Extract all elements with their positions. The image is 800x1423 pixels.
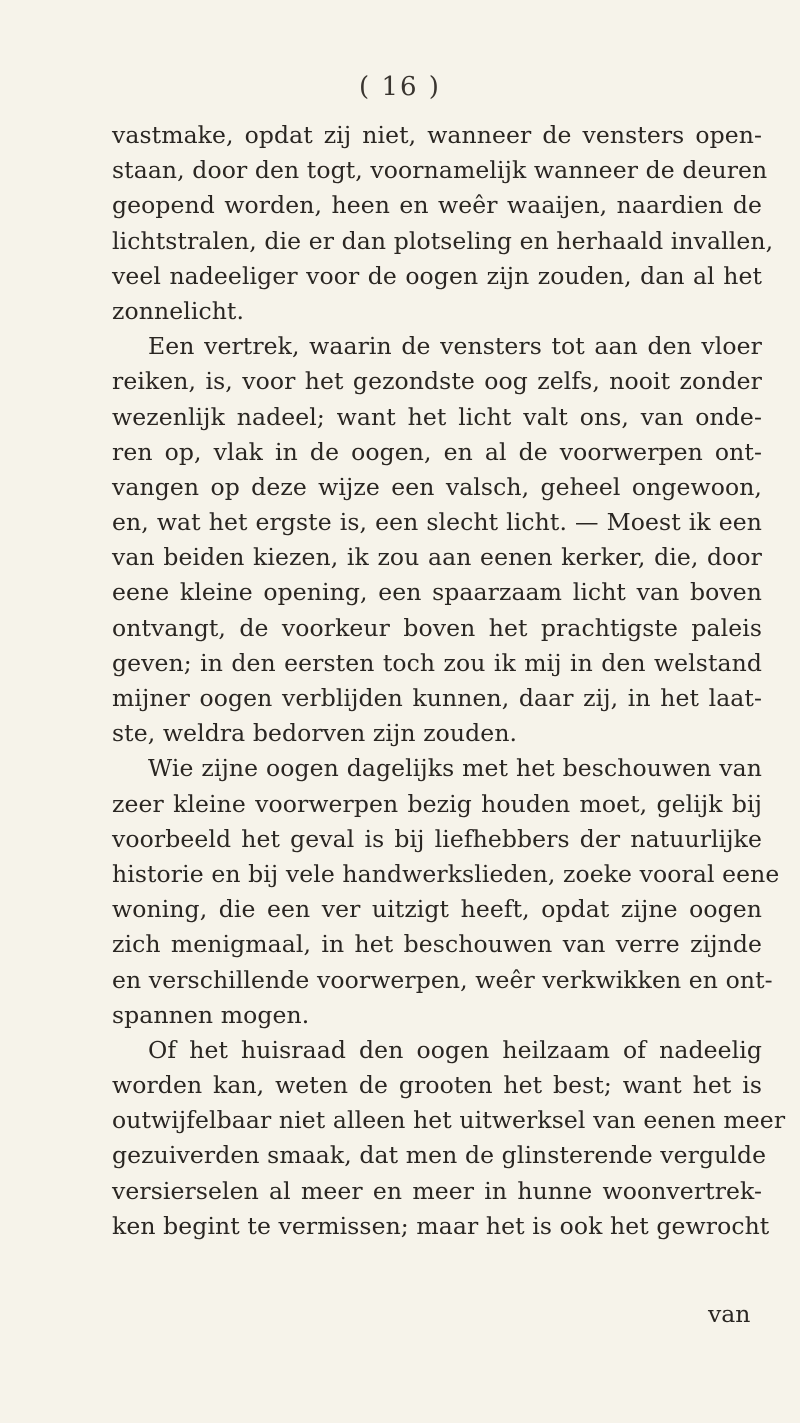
text-line: en verschillende voorwerpen, weêr verkwikken en ont- <box>112 965 773 994</box>
text-line: geopend worden, heen en weêr waaijen, naardien de <box>112 191 762 220</box>
text-line: Of het huisraad den oogen heilzaam of nadeelig <box>148 1035 762 1064</box>
text-line: zonnelicht. <box>112 296 245 325</box>
text-line: ontvangt, de voorkeur boven het prachtigste paleis <box>112 613 762 642</box>
text-line: lichtstralen, die er dan plotseling en herhaald invallen, <box>112 226 774 255</box>
text-line: spannen mogen. <box>112 1000 310 1029</box>
text-line: van beiden kiezen, ik zou aan eenen kerker, die, door <box>112 543 762 572</box>
text-line: mijner oogen verblijden kunnen, daar zij, in het laat- <box>112 684 762 712</box>
text-line: en, wat het ergste is, een slecht licht. — Moest ik een <box>112 508 762 537</box>
text-line: staan, door den togt, voornamelijk wanneer de deuren <box>112 156 768 185</box>
catchword: van <box>708 1300 751 1328</box>
text-line: reiken, is, voor het gezondste oog zelfs, nooit zonder <box>112 367 762 396</box>
text-line: wezenlijk nadeel; want het licht valt ons, van onde- <box>112 402 762 431</box>
text-line: voorbeeld het geval is bij liefhebbers der natuurlijke <box>112 824 762 853</box>
text-line: Wie zijne oogen dagelijks met het beschouwen van <box>148 754 762 783</box>
text-line: historie en bij vele handwerkslieden, zoeke vooral eene <box>112 859 780 888</box>
page-number: ( 16 ) <box>359 72 441 102</box>
text-line: ren op, vlak in de oogen, en al de voorwerpen ont- <box>112 437 762 466</box>
text-line: Een vertrek, waarin de vensters tot aan den vloer <box>148 332 762 361</box>
text-line: worden kan, weten de grooten het best; want het is <box>112 1071 762 1100</box>
text-line: zich menigmaal, in het beschouwen van verre zijnde <box>112 930 762 959</box>
text-line: versierselen al meer en meer in hunne woonvertrek- <box>112 1176 762 1205</box>
text-line: gezuiverden smaak, dat men de glinsterende vergulde <box>112 1141 767 1170</box>
body-text <box>112 118 786 1244</box>
text-line: zeer kleine voorwerpen bezig houden moet, gelijk bij <box>112 789 762 818</box>
text-line: veel nadeeliger voor de oogen zijn zouden, dan al het <box>112 261 762 290</box>
text-line: ste, weldra bedorven zijn zouden. <box>112 719 518 748</box>
text-line: vangen op deze wijze een valsch, geheel ongewoon, <box>112 472 762 501</box>
text-line: outwijfelbaar niet alleen het uitwerksel van eenen meer <box>112 1106 786 1135</box>
text-line: ken begint te vermissen; maar het is ook het gewrocht <box>112 1211 770 1240</box>
text-line: geven; in den eersten toch zou ik mij in den welstand <box>112 648 762 677</box>
text-line: vastmake, opdat zij niet, wanneer de vensters open- <box>112 121 762 149</box>
text-line: woning, die een ver uitzigt heeft, opdat zijne oogen <box>112 895 762 924</box>
text-line: eene kleine opening, een spaarzaam licht van boven <box>112 578 762 607</box>
